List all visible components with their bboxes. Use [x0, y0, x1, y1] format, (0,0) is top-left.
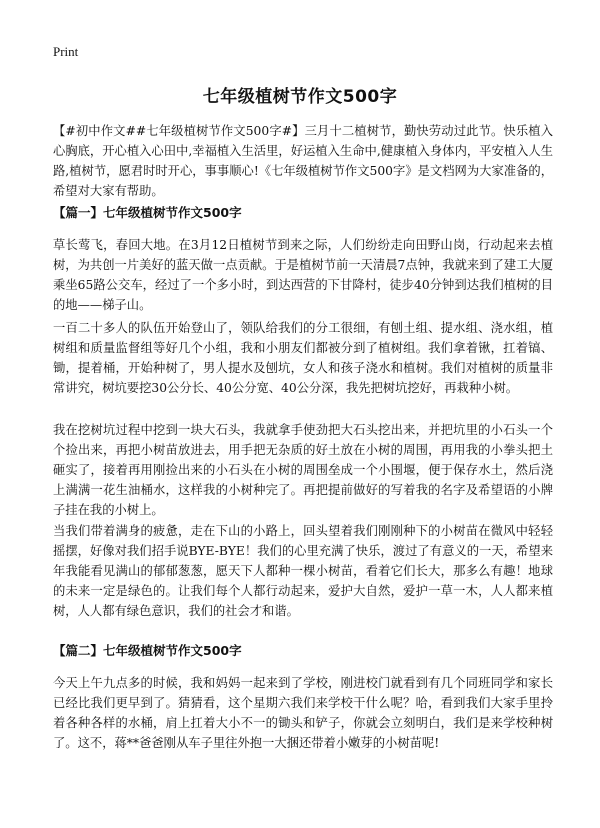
section2-paragraph-1: 今天上午九点多的时候，我和妈妈一起来到了学校，刚进校门就看到有几个同班同学和家长已经比我们更早到了。猜猜看，这个星期六我们来学校干什么呢？哈，看到我们大家手里拎着各种各样的水桶，肩上扛着大小不一的锄头和铲子，你就会立刻明白，我们是来学校种树了。这不，蒋**爸爸刚从车子里往外抱一大捆还带着小嫩芽的小树苗呢! [53, 676, 553, 750]
section1-paragraph-2: 一百二十多人的队伍开始登山了，领队给我们的分工很细，有刨土组、提水组、浇水组，植树组和质量监督组等好几个小组，我和小朋友们都被分到了植树组。我们拿着锹，扛着镐、锄，提着桶，开始种树了，男人提水及刨坑，女人和孩子浇水和植树。我们对植树的质量非常讲究，树坑要挖30公分长、40公分宽、40公分深，我先把树坑挖好，再栽种小树。 [53, 321, 553, 395]
intro-paragraph: 【#初中作文##七年级植树节作文500字#】三月十二植树节，勤快劳动过此节。快乐植入心胸底，开心植入心田中,幸福植入生活里，好运植入生命中,健康植入身体内，平安植入人生路,植树节，愿君时时开心，事事顺心!《七年级植树节作文500字》是文档网为大家准备的，希望对大家有帮助。 [53, 124, 553, 198]
section1-paragraph-4: 当我们带着满身的疲惫，走在下山的小路上，回头望着我们刚刚种下的小树苗在微风中轻轻摇摆，好像对我们招手说BYE-BYE！我们的心里充满了快乐，渡过了有意义的一天，希望来年我能看见满山的郁郁葱葱，愿天下人都种一棵小树苗，看着它们长大，那多么有趣！地球的未来一定是绿色的。让我们每个人都行动起来，爱护大自然，爱护一草一木，人人都来植树，人人都有绿色意识，我们的社会才和谐。 [53, 524, 553, 618]
page-title: 七年级植树节作文500字 [202, 87, 398, 107]
section1-paragraph-1: 草长莺飞，春回大地。在3月12日植树节到来之际，人们纷纷走向田野山岗，行动起来去植树，为共创一片美好的蓝天做一点贡献。于是植树节前一天清晨7点钟，我就来到了建工大厦乘坐65路公交车，经过了一个多小时，到达西营的下甘降村，徒步40分钟到达我们植树的目的地——梯子山。 [53, 238, 553, 312]
section-heading-2: 【篇二】七年级植树节作文500字 [53, 643, 242, 658]
print-label: Print [53, 44, 79, 59]
section1-paragraph-3: 我在挖树坑过程中挖到一块大石头，我就拿手使劲把大石头挖出来，并把坑里的小石头一个个捡出来，再把小树苗放进去，用手把无杂质的好土放在小树的周围，再用我的小拳头把土砸实了，接着再用刚捡出来的小石头在小树的周围垒成一个小围堰，便于保存水土，然后浇上满满一花生油桶水，这样我的小树种完了。再把提前做好的写着我的名字及希望语的小牌子挂在我的小树上。 [53, 423, 553, 517]
section-heading-1: 【篇一】七年级植树节作文500字 [53, 205, 242, 220]
